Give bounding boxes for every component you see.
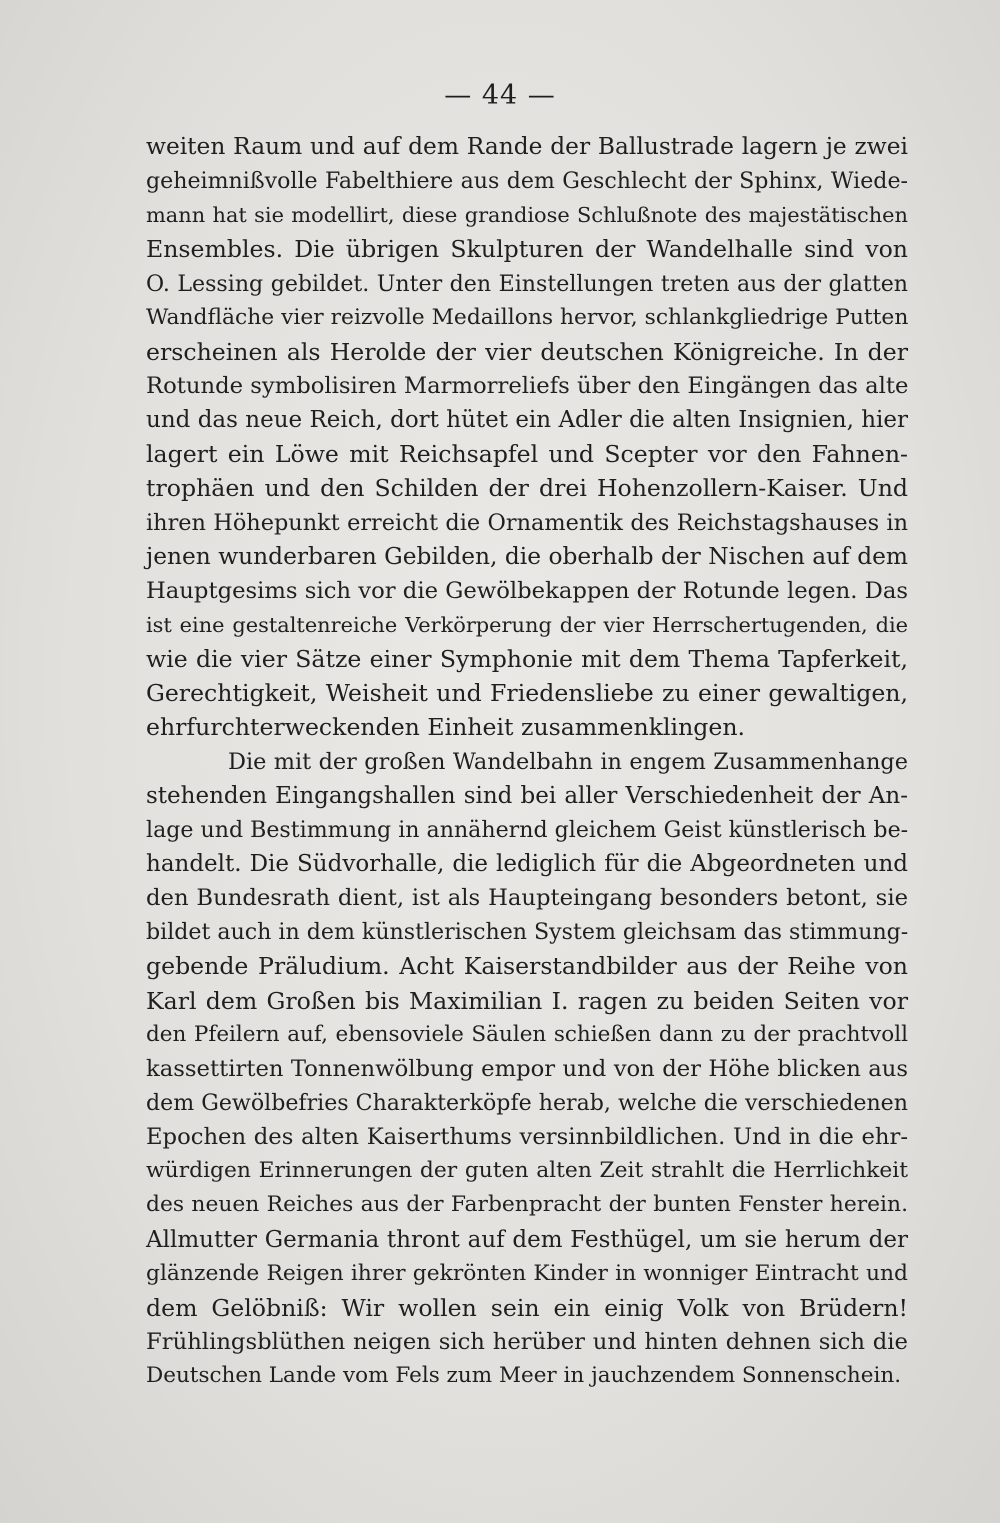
text-line: des neuen Reiches aus der Farbenpracht der bunten Fenster herein. bbox=[146, 1192, 908, 1218]
text-line: Hauptgesims sich vor die Gewölbekappen der Rotunde legen. Das bbox=[146, 577, 908, 604]
text-line: Ensembles. Die übrigen Skulpturen der Wandelhalle sind von bbox=[146, 235, 908, 264]
text-line: Rotunde symbolisiren Marmorreliefs über den Eingängen das alte bbox=[146, 372, 909, 399]
text-line: Allmutter Germania thront auf dem Festhügel, um sie herum der bbox=[146, 1226, 908, 1253]
page-number: — 44 — bbox=[444, 80, 556, 111]
text-line: lagert ein Löwe mit Reichsapfel und Scepter vor den Fahnen- bbox=[146, 440, 908, 469]
text-line: Gerechtigkeit, Weisheit und Friedensliebe zu einer gewaltigen, bbox=[146, 679, 908, 708]
text-line: wie die vier Sätze einer Symphonie mit dem Thema Tapferkeit, bbox=[146, 645, 908, 674]
text-line: jenen wunderbaren Gebilden, die oberhalb der Nischen auf dem bbox=[146, 542, 908, 570]
text-line: dem Gewölbefries Charakterköpfe herab, welche die verschiedenen bbox=[146, 1089, 908, 1116]
text-line: dem Gelöbniß: Wir wollen sein ein einig Volk von Brüdern! bbox=[146, 1293, 908, 1322]
text-line: Frühlingsblüthen neigen sich herüber und hinten dehnen sich die bbox=[146, 1328, 908, 1355]
text-line: den Bundesrath dient, ist als Haupteingang besonders betont, sie bbox=[146, 885, 908, 912]
text-line: bildet auch in dem künstlerischen System gleichsam das stimmung- bbox=[146, 919, 909, 946]
text-line: den Pfeilern auf, ebensoviele Säulen schießen dann zu der prachtvoll bbox=[146, 1021, 908, 1047]
body-text bbox=[146, 130, 908, 1393]
text-line: geheimnißvolle Fabelthiere aus dem Geschlecht der Sphinx, Wiede- bbox=[146, 168, 908, 195]
text-line: weiten Raum und auf dem Rande der Ballustrade lagern je zwei bbox=[146, 133, 908, 160]
paragraph bbox=[146, 130, 908, 745]
text-line: lage und Bestimmung in annähernd gleichem Geist künstlerisch be- bbox=[146, 816, 909, 843]
text-line: glänzende Reigen ihrer gekrönten Kinder in wonniger Eintracht und bbox=[146, 1260, 908, 1286]
text-line: würdigen Erinnerungen der guten alten Zeit strahlt die Herrlichkeit bbox=[146, 1158, 908, 1184]
text-line: handelt. Die Südvorhalle, die lediglich für die Abgeordneten und bbox=[146, 850, 908, 877]
text-line: O. Lessing gebildet. Unter den Einstellungen treten aus der glatten bbox=[146, 270, 908, 297]
text-line: Die mit der großen Wandelbahn in engem Zusammenhange bbox=[228, 748, 908, 775]
text-line: Deutschen Lande vom Fels zum Meer in jauchzendem Sonnenschein. bbox=[146, 1363, 902, 1389]
text-line: trophäen und den Schilden der drei Hohenzollern-Kaiser. Und bbox=[146, 474, 908, 503]
text-line: Karl dem Großen bis Maximilian I. ragen zu beiden Seiten vor bbox=[146, 986, 908, 1015]
text-line: Wandfläche vier reizvolle Medaillons hervor, schlankgliedrige Putten bbox=[146, 304, 909, 330]
text-line: erscheinen als Herolde der vier deutschen Königreiche. In der bbox=[146, 337, 908, 366]
text-line: gebende Präludium. Acht Kaiserstandbilder aus der Reihe von bbox=[146, 952, 908, 981]
text-line: mann hat sie modellirt, diese grandiose Schlußnote des majestätischen bbox=[146, 203, 908, 228]
text-line: ist eine gestaltenreiche Verkörperung der vier Herrschertugenden, die bbox=[146, 612, 908, 637]
text-line: kassettirten Tonnenwölbung empor und von der Höhe blicken aus bbox=[146, 1055, 908, 1082]
text-line: stehenden Eingangshallen sind bei aller Verschiedenheit der An- bbox=[146, 782, 908, 809]
text-line: ihren Höhepunkt erreicht die Ornamentik des Reichstagshauses in bbox=[146, 509, 908, 536]
text-line: und das neue Reich, dort hütet ein Adler die alten Insignien, hier bbox=[146, 407, 908, 434]
text-line: Epochen des alten Kaiserthums versinnbildlichen. Und in die ehr- bbox=[146, 1124, 908, 1151]
text-line: ehrfurchterweckenden Einheit zusammenklingen. bbox=[146, 713, 746, 742]
paragraph bbox=[146, 745, 908, 1394]
